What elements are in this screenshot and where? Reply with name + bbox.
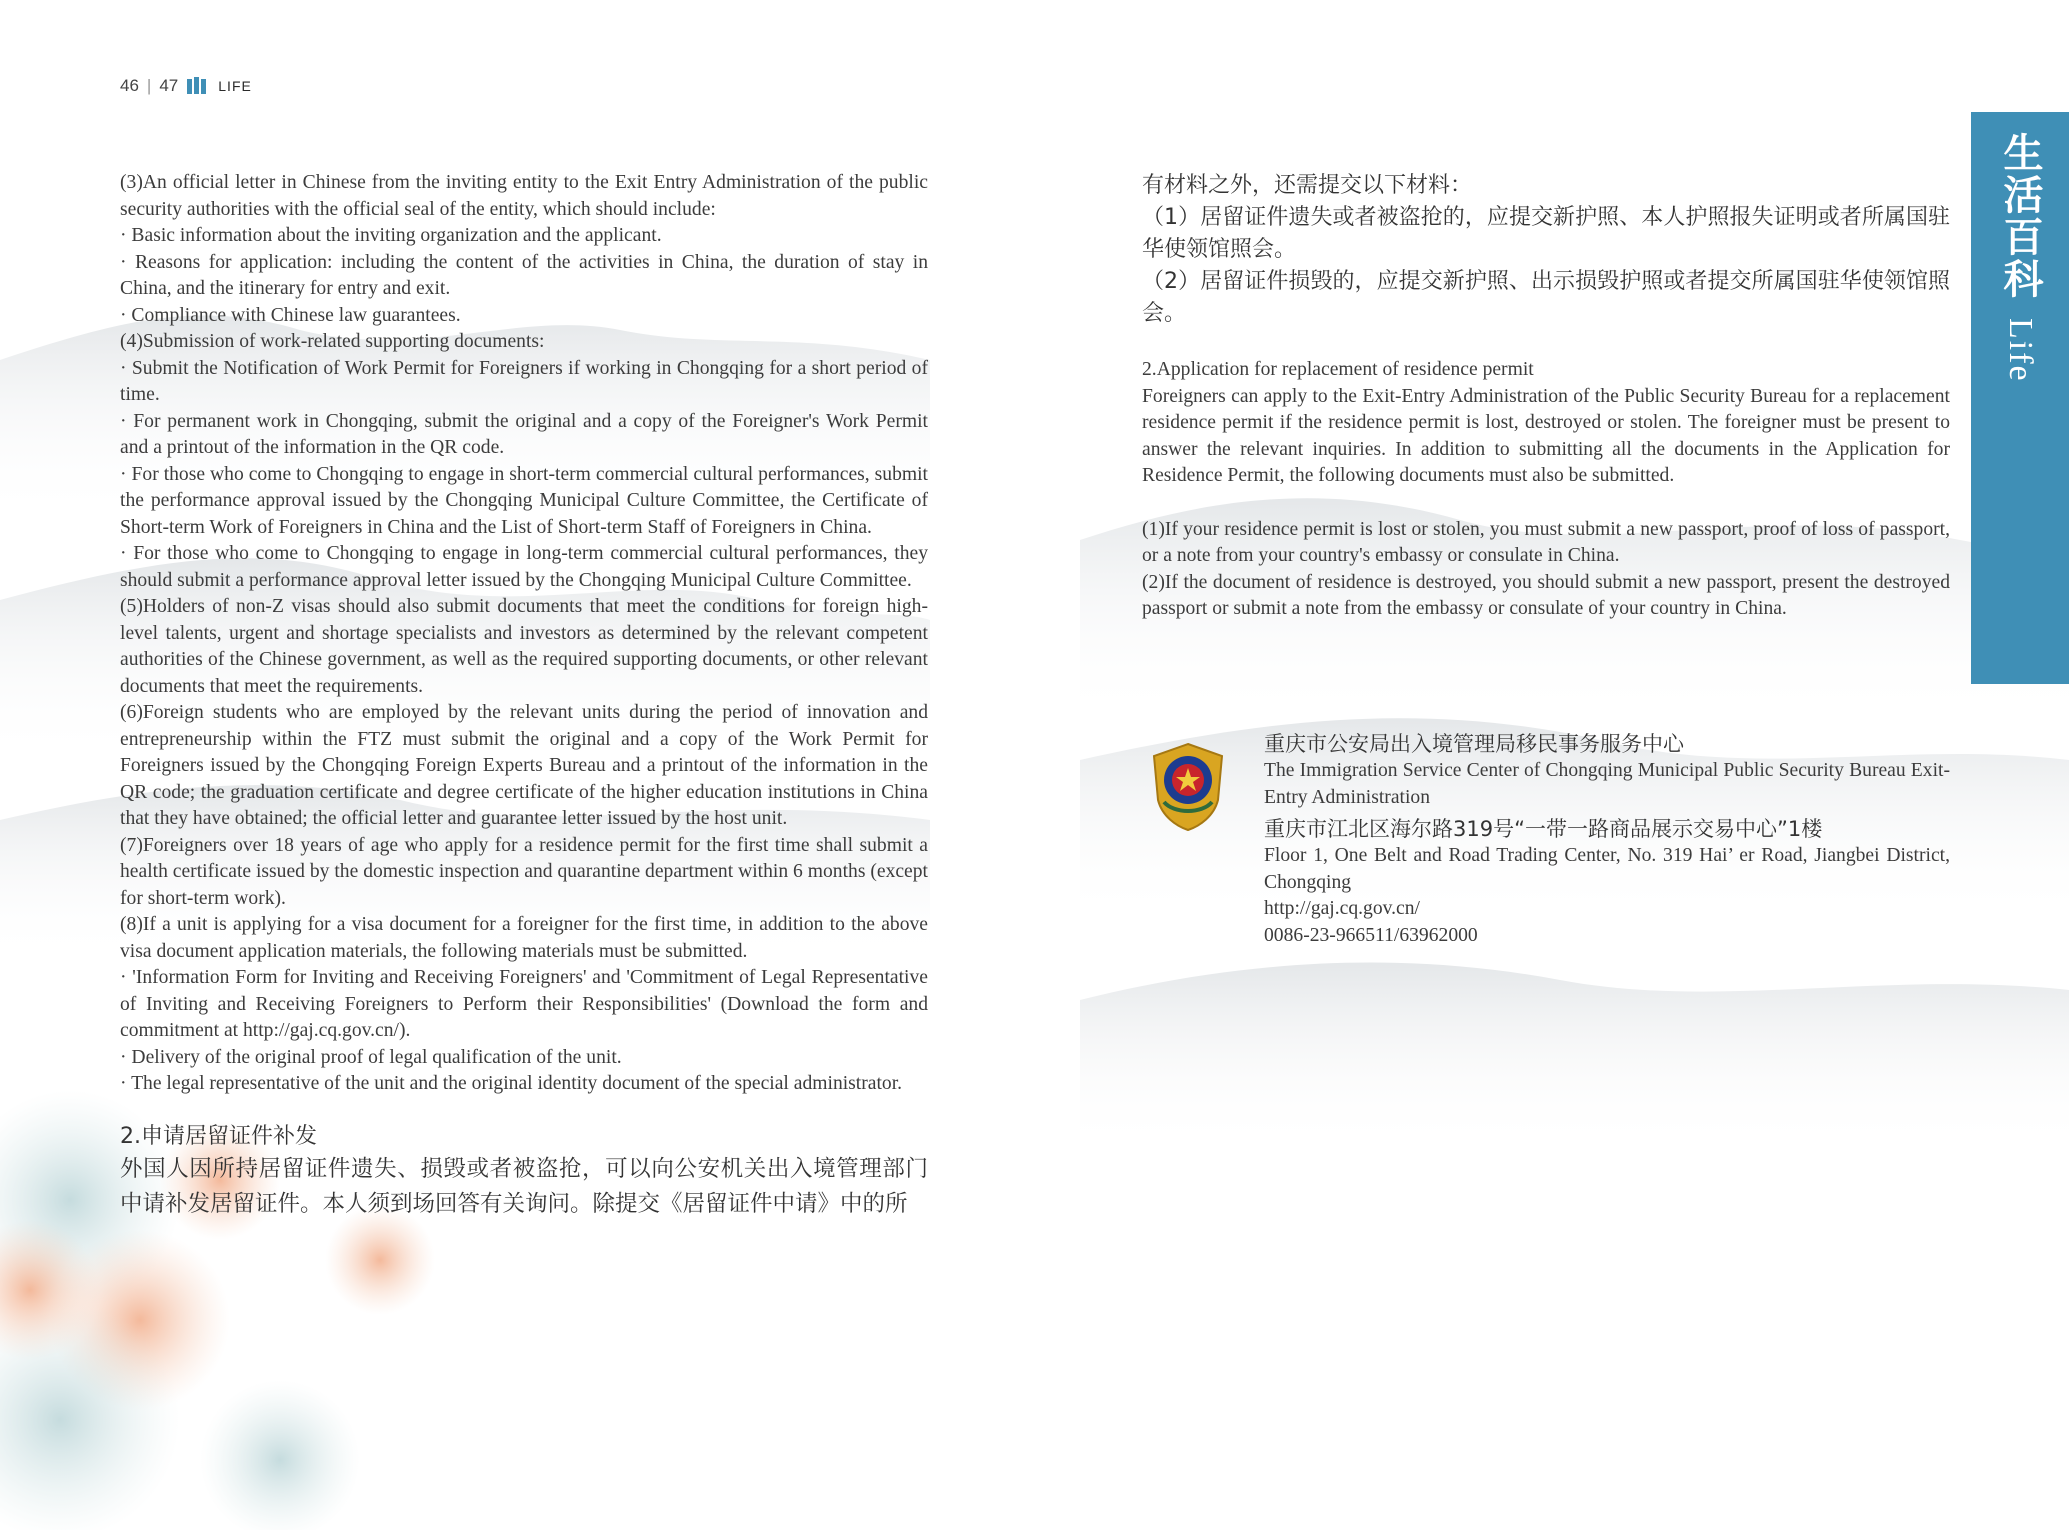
list-item: · Compliance with Chinese law guarantees. [120,304,461,326]
list-item: (5)Holders of non-Z visas should also submit documents that meet the conditions for foreign high- level talents, urgent and shortage specialists and investors as determined by the relevant competent authorities of the Chinese government, as well as the required supporting documents, or other relevant documents that meet the requirements. [120,596,928,697]
en-section-body: Foreigners can apply to the Exit-Entry Administration of the Public Security Bureau for a replacement residence permit if the residence permit is lost, destroyed or stolen. The foreigner must be present to answer the relevant inquiries. In addition to submitting all the documents in the Application for Residence Permit, the following documents must also be submitted. [1142,385,1950,486]
en-replacement-items [1142,517,1950,623]
section-side-tab [1971,112,2069,684]
list-item: (3)An official letter in Chinese from the inviting entity to the Exit Entry Administration of the public security authorities with the official seal of the entity, which should include: [120,172,928,220]
contact-details [1264,730,1950,949]
cn-line: （2）居留证件损毁的，应提交新护照、出示损毁护照或者提交所属国驻华使领馆照会。 [1142,269,1950,326]
contact-block [1142,730,1950,949]
address-en: Floor 1, One Belt and Road Trading Center, No. 319 Hai’ er Road, Jiangbei District, Chongqing [1264,845,1950,893]
left-column [120,170,928,1222]
page-number-left: 46 [120,76,139,95]
list-item: (7)Foreigners over 18 years of age who apply for a residence permit for the first time shall submit a health certificate issued by the domestic inspection and quarantine department within 6 months (except for short-term work). [120,834,928,909]
website-link[interactable]: http://gaj.cq.gov.cn/ [1264,898,1420,919]
list-item: (8)If a unit is applying for a visa document for a foreigner for the first time, in addition to the above visa document application materials, the following materials must be submitted. [120,914,928,962]
list-item: (6)Foreign students who are employed by the relevant units during the period of innovation and entrepreneurship within the FTZ must submit the original and a copy of the Work Permit for Foreigners issued by the Chongqing Foreign Experts Bureau and a printout of the information in the QR code; the graduation certificate and degree certificate of the higher education institutions in China that they have obtained; the official letter and guarantee letter issued by the host unit. [120,702,928,829]
list-item: · The legal representative of the unit and the original identity document of the special administrator. [120,1073,903,1094]
center-name-en: The Immigration Service Center of Chongqing Municipal Public Security Bureau Exit-Entry Administration [1264,760,1950,808]
list-item: · Basic information about the inviting organization and the applicant. [120,225,662,246]
page-number-divider: | [146,76,152,95]
list-item: (1)If your residence permit is lost or stolen, you must submit a new passport, proof of loss of passport, or a note from your country's embassy or consulate in China. [1142,518,1950,566]
en-replacement-section [1142,357,1950,490]
cn-section-body: 外国人因所持居留证件遗失、损毁或者被盗抢，可以向公安机关出入境管理部门中请补发居留证件。本人须到场回答有关询问。除提交《居留证件中请》中的所 [120,1155,928,1217]
center-name-cn: 重庆市公安局出入境管理局移民事务服务中心 [1264,732,1684,756]
cn-line: （1）居留证件遗失或者被盗抢的，应提交新护照、本人护照报失证明或者所属国驻华使领馆照会。 [1142,205,1950,262]
side-tab-cn: 生活百科 [1997,132,2043,300]
list-item: (2)If the document of residence is destroyed, you should submit a new passport, present the destroyed passport or submit a note from the embassy or consulate of your country in China. [1142,571,1950,619]
side-tab-en: Life [2002,318,2039,383]
police-emblem-icon [1142,740,1234,832]
address-cn: 重庆市江北区海尔路319号“一带一路商品展示交易中心”1楼 [1264,817,1823,841]
page-header [120,76,252,96]
cn-requirements [1142,170,1950,330]
cn-section-heading: 2.申请居留证件补发 [120,1123,317,1149]
requirements-list [120,170,928,1098]
list-item: (4)Submission of work-related supporting documents: [120,331,545,352]
cn-line: 有材料之外，还需提交以下材料： [1142,173,1473,198]
section-label: LIFE [218,78,252,94]
list-item: · 'Information Form for Inviting and Receiving Foreigners' and 'Commitment of Legal Representative of Inviting and Receiving Foreigners to Perform their Responsibilities' (Download the form and commitment at http://gaj.cq.gov.cn/). [120,967,928,1041]
page-number-right: 47 [159,76,179,95]
book-icon [186,76,210,96]
list-item: · For permanent work in Chongqing, submit the original and a copy of the Foreigner's Work Permit and a printout of the information in the QR code. [120,410,928,458]
right-column [1142,170,1950,623]
list-item: · For those who come to Chongqing to engage in short-term commercial cultural performances, submit the performance approval issued by the Chongqing Municipal Culture Committee, the Certificate of Short-term Work of Foreigners in China and the List of Short-term Staff of Foreigners in China. [120,463,928,538]
en-section-heading: 2.Application for replacement of residence permit [1142,359,1534,380]
list-item: · Delivery of the original proof of legal qualification of the unit. [120,1046,622,1068]
list-item: · Reasons for application: including the content of the activities in China, the duration of stay in China, and the itinerary for entry and exit. [120,251,928,299]
phone-number: 0086-23-966511/63962000 [1264,924,1478,946]
list-item: · Submit the Notification of Work Permit for Foreigners if working in Chongqing for a short period of time. [120,357,928,405]
list-item: · For those who come to Chongqing to engage in long-term commercial cultural performances, they should submit a performance approval letter issued by the Chongqing Municipal Culture Committee. [120,543,928,591]
